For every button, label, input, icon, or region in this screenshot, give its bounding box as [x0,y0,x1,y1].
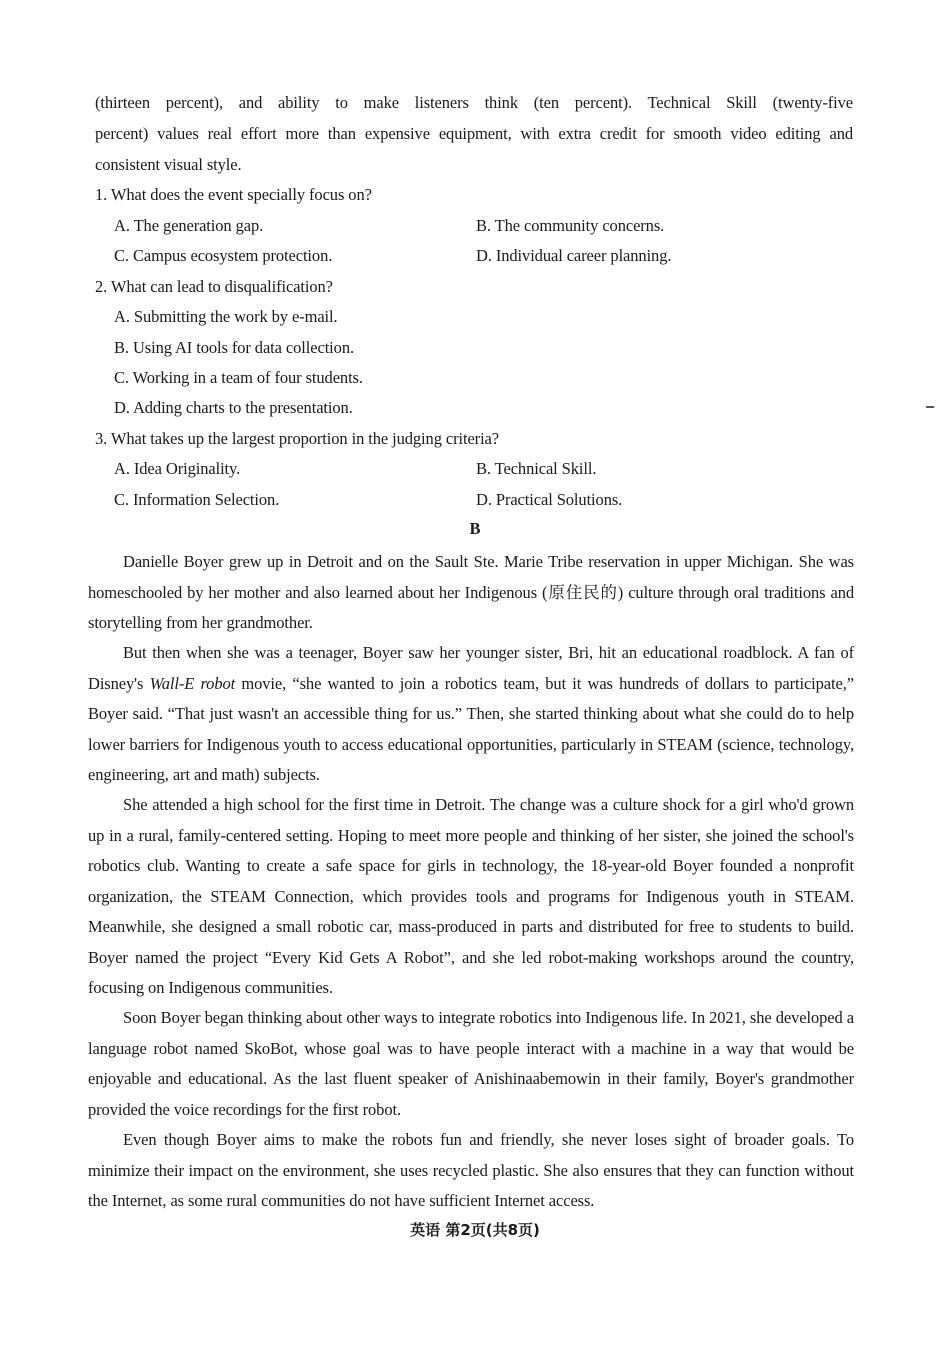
question-2-option-d: D. Adding charts to the presentation. [114,398,353,417]
passage-paragraph-3 [88,790,854,1004]
paragraph-2-text-pre: But then when she was a teenager, Boyer saw her younger sister, Bri, hit an educational roadblock. A fan of Disney's [88,643,854,693]
question-1-stem: 1. What does the event specially focus on? [95,185,372,204]
question-1-option-c: C. Campus ecosystem protection. [114,246,333,265]
question-2-stem: 2. What can lead to disqualification? [95,277,333,296]
paragraph-3-text: She attended a high school for the first time in Detroit. The change was a culture shock for a girl who'd grown up in a rural, family-centered setting. Hoping to meet more people and thinking of her sister, she joined the school's robotics club. Wanting to create a safe space for girls in technology, the 18-year-old Boyer founded a nonprofit organization, the STEAM Connection, which provides tools and programs for Indigenous youth in STEAM. Meanwhile, she designed a small robotic car, mass-produced in parts and distributed for free to students to build. Boyer named the project “Every Kid Gets A Robot”, and she led robot-making workshops around the country, focusing on Indigenous communities. [88,795,854,997]
question-1-option-a: A. The generation gap. [114,216,264,235]
passage-paragraph-4 [88,1003,854,1125]
question-3-option-b: B. Technical Skill. [476,459,597,478]
passage-paragraph-5 [88,1125,854,1217]
movie-title: Wall-E robot [149,673,236,693]
intro-line-2: percent) values real effort more than expensive equipment, with extra credit for smooth video editing and [95,124,853,143]
paragraph-2-text-post: movie, “she wanted to join a robotics team, but it was hundreds of dollars to participate,” Boyer said. “That just wasn't an accessible thing for us.” Then, she started thinking about what she could do to help lower barriers for Indigenous youth to access educational opportunities, particularly in STEAM (science, technology, engineering, art and math) subjects. [88,673,854,784]
question-1-option-b: B. The community concerns. [476,216,665,235]
question-3-stem: 3. What takes up the largest proportion in the judging criteria? [95,429,500,448]
intro-line-1: (thirteen percent), and ability to make listeners think (ten percent). Technical Skill (twenty-five [95,93,853,112]
intro-line-3: consistent visual style. [95,155,242,174]
paragraph-5-text: Even though Boyer aims to make the robots fun and friendly, she never loses sight of broader goals. To minimize their impact on the environment, she uses recycled plastic. She also ensures that they can function without the Internet, as some rural communities do not have sufficient Internet access. [88,1130,854,1210]
paragraph-4-text: Soon Boyer began thinking about other ways to integrate robotics into Indigenous life. In 2021, she developed a language robot named SkoBot, whose goal was to have people interact with a machine in a way that would be enjoyable and educational. As the last fluent speaker of Anishinaabemowin in their family, Boyer's grandmother provided the voice recordings for the first robot. [88,1008,854,1119]
passage-paragraph-2 [88,638,854,791]
question-3-option-d: D. Practical Solutions. [476,490,623,509]
paragraph-1-text: Danielle Boyer grew up in Detroit and on the Sault Ste. Marie Tribe reservation in upper Michigan. She was homeschooled by her mother and also learned about her Indigenous (原住民的) culture through oral traditions and storytelling from her grandmother. [88,552,854,632]
question-1-option-d: D. Individual career planning. [476,246,672,265]
question-2-option-b: B. Using AI tools for data collection. [114,338,354,357]
section-b-title: B [469,519,481,538]
page-footer: 英语 第2页(共8页) [410,1221,540,1239]
question-3-option-a: A. Idea Originality. [114,459,241,478]
scan-mark [926,406,934,408]
question-2-option-c: C. Working in a team of four students. [114,368,363,387]
question-3-option-c: C. Information Selection. [114,490,280,509]
passage-paragraph-1 [88,547,854,639]
question-2-option-a: A. Submitting the work by e-mail. [114,307,338,326]
